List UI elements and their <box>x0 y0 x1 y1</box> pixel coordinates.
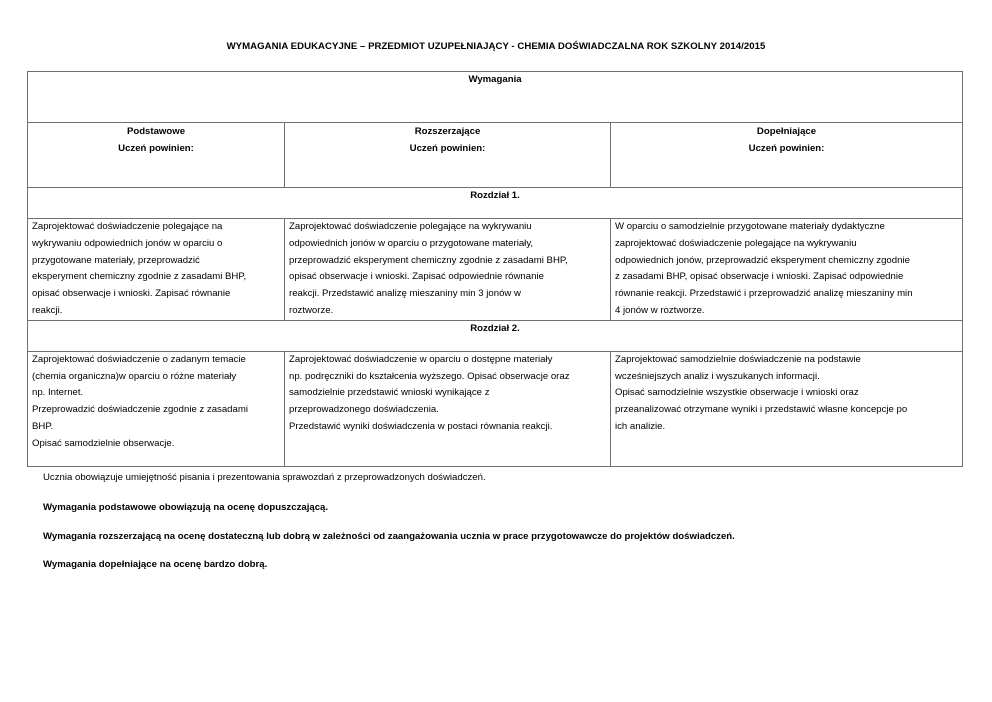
table-header: Wymagania <box>28 72 963 123</box>
cell-line: Opisać samodzielnie obserwacje. <box>32 437 175 449</box>
chapter-title: Rozdział 2. <box>28 320 963 351</box>
cell-line: np. podręczniki do kształcenia wyższego. Opisać obserwacje oraz <box>289 370 570 382</box>
column-header-extended <box>285 123 611 188</box>
chapter-title: Rozdział 1. <box>28 188 963 219</box>
cell-line: wykrywaniu odpowiednich jonów w oparciu o <box>32 237 223 249</box>
column-name: Dopełniające <box>756 126 817 137</box>
column-header-basic <box>28 123 285 188</box>
cell-line: Zaprojektować doświadczenie o zadanym temacie <box>32 353 246 365</box>
column-subtitle: Uczeń powinien: <box>118 143 194 154</box>
cell-line: zaprojektować doświadczenie polegające na wykrywaniu <box>615 237 857 249</box>
cell-line: odpowiednich jonów, przeprowadzić eksperyment chemiczny zgodnie <box>615 254 910 266</box>
cell-line: przygotowane materiały, przeprowadzić <box>32 254 200 266</box>
cell-line: Zaprojektować samodzielnie doświadczenie na podstawie <box>615 353 861 365</box>
cell-line: Zaprojektować doświadczenie polegające na wykrywaniu <box>289 221 532 232</box>
cell-line: eksperyment chemiczny zgodnie z zasadami BHP, <box>32 271 247 283</box>
cell-line: roztworze. <box>289 304 334 316</box>
note-reports: Ucznia obowiązuje umiejętność pisania i prezentowania sprawozdań z przeprowadzonych doświadczeń. <box>43 472 486 483</box>
note-extended-grade: Wymagania rozszerzającą na ocenę dostateczną lub dobrą w zależności od zaangażowania ucznia w prace przygotowawcze do projektów doświadczeń. <box>43 531 735 542</box>
column-name: Podstawowe <box>126 126 186 137</box>
cell-line: BHP. <box>32 420 54 432</box>
cell-line: samodzielnie przedstawić wnioski wynikające z <box>289 387 490 399</box>
cell-line: Przedstawić wyniki doświadczenia w postaci równania reakcji. <box>289 420 553 432</box>
cell-line: opisać obserwacje i wnioski. Zapisać równanie <box>32 288 231 300</box>
cell-line: odpowiednich jonów w oparciu o przygotowane materiały, <box>289 237 534 249</box>
cell-line: reakcji. <box>32 304 63 316</box>
column-name: Rozszerzające <box>414 126 481 137</box>
table-cell-supplementary <box>611 351 963 466</box>
note-basic-grade: Wymagania podstawowe obowiązują na ocenę dopuszczającą. <box>43 502 329 513</box>
cell-line: opisać obserwacje i wnioski. Zapisać odpowiednie równanie <box>289 271 544 283</box>
cell-line: np. Internet. <box>32 387 84 399</box>
document-title: WYMAGANIA EDUKACYJNE – PRZEDMIOT UZUPEŁNIAJĄCY - CHEMIA DOŚWIADCZALNA ROK SZKOLNY 2014/2015 <box>226 41 766 52</box>
cell-line: przeprowadzić eksperyment chemiczny zgodnie z zasadami BHP, <box>289 254 568 266</box>
table-cell-extended <box>285 219 611 321</box>
cell-line: (chemia organiczna)w oparciu o różne materiały <box>32 370 237 382</box>
cell-line: z zasadami BHP, opisać obserwacje i wnioski. Zapisać odpowiednie <box>615 271 904 283</box>
table-cell-basic <box>28 219 285 321</box>
requirements-table <box>27 71 963 467</box>
table-cell-supplementary <box>611 219 963 321</box>
cell-line: Opisać samodzielnie wszystkie obserwacje i wnioski oraz <box>615 387 859 399</box>
cell-line: 4 jonów w roztworze. <box>615 304 705 316</box>
cell-line: równanie reakcji. Przedstawić i przeprowadzić analizę mieszaniny min <box>615 288 913 300</box>
cell-line: przeanalizować otrzymane wyniki i przedstawić własne koncepcje po <box>615 404 908 416</box>
table-cell-extended <box>285 351 611 466</box>
cell-line: Zaprojektować doświadczenie polegające na <box>32 221 223 232</box>
cell-line: ich analizie. <box>615 420 666 432</box>
column-subtitle: Uczeń powinien: <box>748 143 825 154</box>
table-row <box>28 219 963 321</box>
cell-line: Przeprowadzić doświadczenie zgodnie z zasadami <box>32 404 248 416</box>
column-header-supplementary <box>611 123 963 188</box>
cell-line: przeprowadzonego doświadczenia. <box>289 404 439 416</box>
table-cell-basic <box>28 351 285 466</box>
cell-line: reakcji. Przedstawić analizę mieszaniny min 3 jonów w <box>289 288 521 300</box>
table-row <box>28 351 963 466</box>
cell-line: W oparciu o samodzielnie przygotowane materiały dydaktyczne <box>615 221 885 232</box>
column-subtitle: Uczeń powinien: <box>409 143 486 154</box>
cell-line: wcześniejszych analiz i wyszukanych informacji. <box>615 370 820 382</box>
note-supplementary-grade: Wymagania dopełniające na ocenę bardzo dobrą. <box>43 559 268 570</box>
cell-line: Zaprojektować doświadczenie w oparciu o dostępne materiały <box>289 353 553 365</box>
